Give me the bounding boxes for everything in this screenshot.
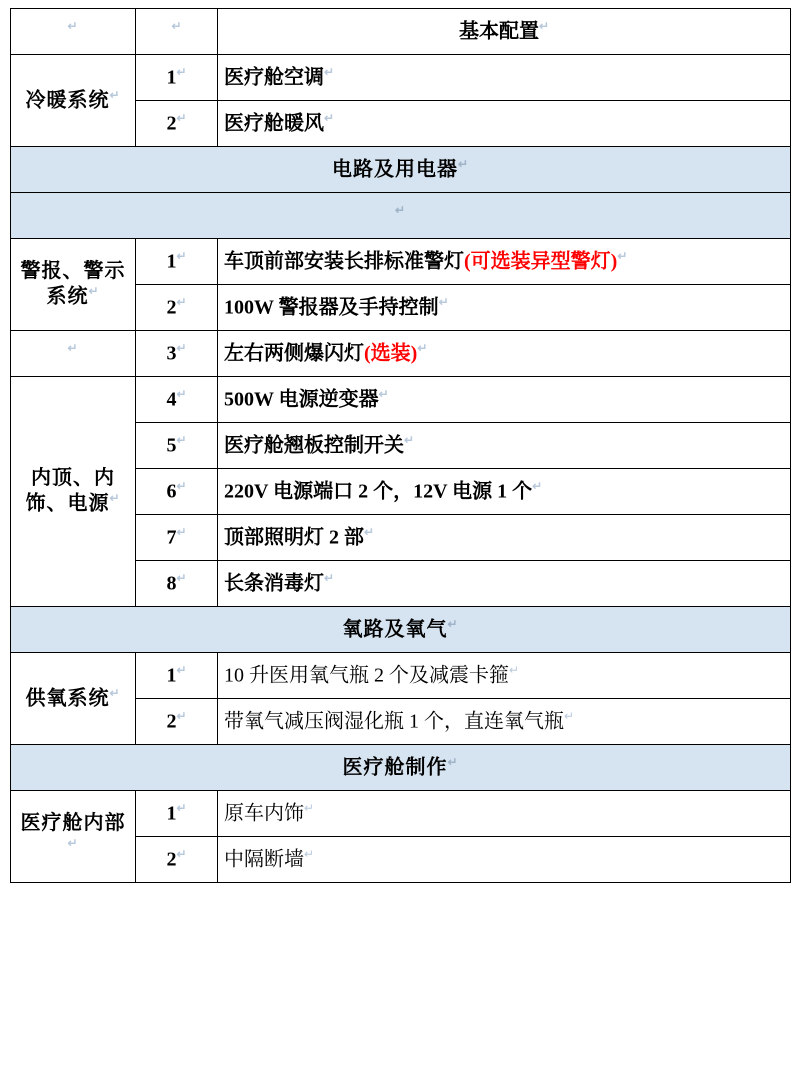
item-number: 2 [166, 296, 177, 319]
cell-category-oxygen-supply [11, 653, 136, 745]
paragraph-mark-icon: ↵ [176, 800, 187, 815]
paragraph-mark-icon: ↵ [538, 18, 550, 33]
paragraph-mark-icon: ↵ [364, 524, 375, 539]
table-row [11, 377, 791, 423]
cell-number [136, 423, 218, 469]
paragraph-mark-icon: ↵ [404, 432, 415, 447]
item-number: 3 [166, 342, 177, 365]
cell-number-empty [136, 9, 218, 55]
cell-number [136, 469, 218, 515]
item-number: 6 [166, 480, 177, 503]
paragraph-mark-icon: ↵ [304, 846, 315, 861]
paragraph-mark-icon: ↵ [109, 685, 121, 700]
table-row [11, 193, 791, 239]
paragraph-mark-icon: ↵ [176, 662, 187, 677]
cell-item-text [218, 791, 791, 837]
table-row [11, 331, 791, 377]
paragraph-mark-icon: ↵ [88, 284, 100, 299]
paragraph-mark-icon: ↵ [176, 386, 187, 401]
cell-category-empty [11, 331, 136, 377]
paragraph-mark-icon: ↵ [394, 202, 407, 217]
item-number: 5 [166, 434, 177, 457]
paragraph-mark-icon: ↵ [67, 340, 79, 355]
paragraph-mark-icon: ↵ [324, 570, 335, 585]
item-text: 10 升医用氧气瓶 2 个及减震卡箍 [224, 664, 509, 687]
paragraph-mark-icon: ↵ [176, 340, 187, 355]
item-text: 医疗舱翘板控制开关 [224, 434, 404, 457]
paragraph-mark-icon: ↵ [109, 491, 121, 506]
category-label: 冷暖系统 [25, 89, 110, 112]
paragraph-mark-icon: ↵ [438, 294, 449, 309]
item-text: 原车内饰 [224, 802, 304, 825]
cell-number [136, 837, 218, 883]
paragraph-mark-icon: ↵ [457, 156, 470, 171]
category-label: 医疗舱内部 [20, 812, 126, 835]
section-band-cabin-build [11, 745, 791, 791]
cell-item-text [218, 331, 791, 377]
item-number: 2 [166, 710, 177, 733]
paragraph-mark-icon: ↵ [171, 18, 182, 33]
cell-number [136, 377, 218, 423]
item-text: 医疗舱空调 [224, 66, 324, 89]
paragraph-mark-icon: ↵ [509, 662, 520, 677]
paragraph-mark-icon: ↵ [67, 836, 79, 851]
item-text: 长条消毒灯 [224, 572, 324, 595]
band-label: 电路及用电器 [331, 158, 458, 181]
cell-category-empty [11, 9, 136, 55]
paragraph-mark-icon: ↵ [176, 524, 187, 539]
table-row [11, 147, 791, 193]
cell-item-text [218, 101, 791, 147]
paragraph-mark-icon: ↵ [324, 110, 335, 125]
item-number: 2 [166, 848, 177, 871]
item-number: 1 [166, 250, 177, 273]
item-number: 1 [166, 802, 177, 825]
paragraph-mark-icon: ↵ [176, 432, 187, 447]
paragraph-mark-icon: ↵ [176, 64, 187, 79]
cell-item-text [218, 699, 791, 745]
table-row [11, 9, 791, 55]
table-row [11, 791, 791, 837]
cell-item-text [218, 377, 791, 423]
cell-number [136, 55, 218, 101]
cell-category-hvac [11, 55, 136, 147]
cell-number [136, 699, 218, 745]
cell-item-text [218, 239, 791, 285]
table-row [11, 239, 791, 285]
paragraph-mark-icon: ↵ [176, 846, 187, 861]
paragraph-mark-icon: ↵ [176, 708, 187, 723]
paragraph-mark-icon: ↵ [176, 478, 187, 493]
item-number: 1 [166, 66, 177, 89]
paragraph-mark-icon: ↵ [176, 110, 187, 125]
cell-item-text [218, 837, 791, 883]
cell-item-text [218, 561, 791, 607]
item-text: 100W 警报器及手持控制 [224, 296, 439, 319]
paragraph-mark-icon: ↵ [447, 616, 459, 631]
paragraph-mark-icon: ↵ [417, 340, 428, 355]
cell-category-cabin-interior [11, 791, 136, 883]
spec-table [10, 8, 791, 883]
item-text: 500W 电源逆变器 [224, 388, 379, 411]
paragraph-mark-icon: ↵ [378, 386, 389, 401]
table-row [11, 607, 791, 653]
paragraph-mark-icon: ↵ [176, 248, 187, 263]
cell-number [136, 515, 218, 561]
item-number: 8 [166, 572, 177, 595]
item-text: 带氧气减压阀湿化瓶 1 个，直连氧气瓶 [224, 710, 564, 733]
paragraph-mark-icon: ↵ [617, 248, 628, 263]
cell-number [136, 791, 218, 837]
cell-number [136, 331, 218, 377]
table-row [11, 55, 791, 101]
paragraph-mark-icon: ↵ [109, 87, 121, 102]
paragraph-mark-icon: ↵ [176, 570, 187, 585]
item-number: 7 [166, 526, 177, 549]
item-text: 医疗舱暖风 [224, 112, 324, 135]
cell-number [136, 653, 218, 699]
paragraph-mark-icon: ↵ [67, 18, 79, 33]
paragraph-mark-icon: ↵ [304, 800, 315, 815]
paragraph-mark-icon: ↵ [447, 754, 459, 769]
category-label: 供氧系统 [25, 687, 110, 710]
cell-item-text [218, 55, 791, 101]
section-title-text: 基本配置 [458, 20, 539, 43]
cell-number [136, 285, 218, 331]
cell-item-text [218, 423, 791, 469]
cell-item-text [218, 515, 791, 561]
band-label: 氧路及氧气 [342, 618, 448, 641]
item-number: 2 [166, 112, 177, 135]
cell-number [136, 239, 218, 285]
cell-item-text [218, 285, 791, 331]
item-text: 顶部照明灯 2 部 [224, 526, 364, 549]
cell-number [136, 101, 218, 147]
paragraph-mark-icon: ↵ [324, 64, 335, 79]
cell-category-alarm [11, 239, 136, 331]
item-text: 中隔断墙 [224, 848, 304, 871]
cell-category-interior-power [11, 377, 136, 607]
section-band-blank [11, 193, 791, 239]
item-text: 车顶前部安装长排标准警灯 [224, 250, 464, 273]
item-text: 220V 电源端口 2 个，12V 电源 1 个 [224, 480, 533, 503]
cell-item-text [218, 653, 791, 699]
cell-section-title [218, 9, 791, 55]
section-band-electrical [11, 147, 791, 193]
table-row [11, 653, 791, 699]
paragraph-mark-icon: ↵ [176, 294, 187, 309]
cell-number [136, 561, 218, 607]
section-band-oxygen [11, 607, 791, 653]
item-text: 左右两侧爆闪灯 [224, 342, 364, 365]
category-label: 警报、警示系统 [20, 260, 126, 308]
category-label: 内顶、内饰、电源 [25, 467, 115, 515]
item-number: 4 [166, 388, 177, 411]
item-text-optional: (可选装异型警灯) [464, 250, 618, 273]
band-label: 医疗舱制作 [342, 756, 448, 779]
item-text-optional: (选装) [364, 342, 418, 365]
paragraph-mark-icon: ↵ [532, 478, 543, 493]
paragraph-mark-icon: ↵ [564, 708, 575, 723]
table-row [11, 745, 791, 791]
cell-item-text [218, 469, 791, 515]
item-number: 1 [166, 664, 177, 687]
